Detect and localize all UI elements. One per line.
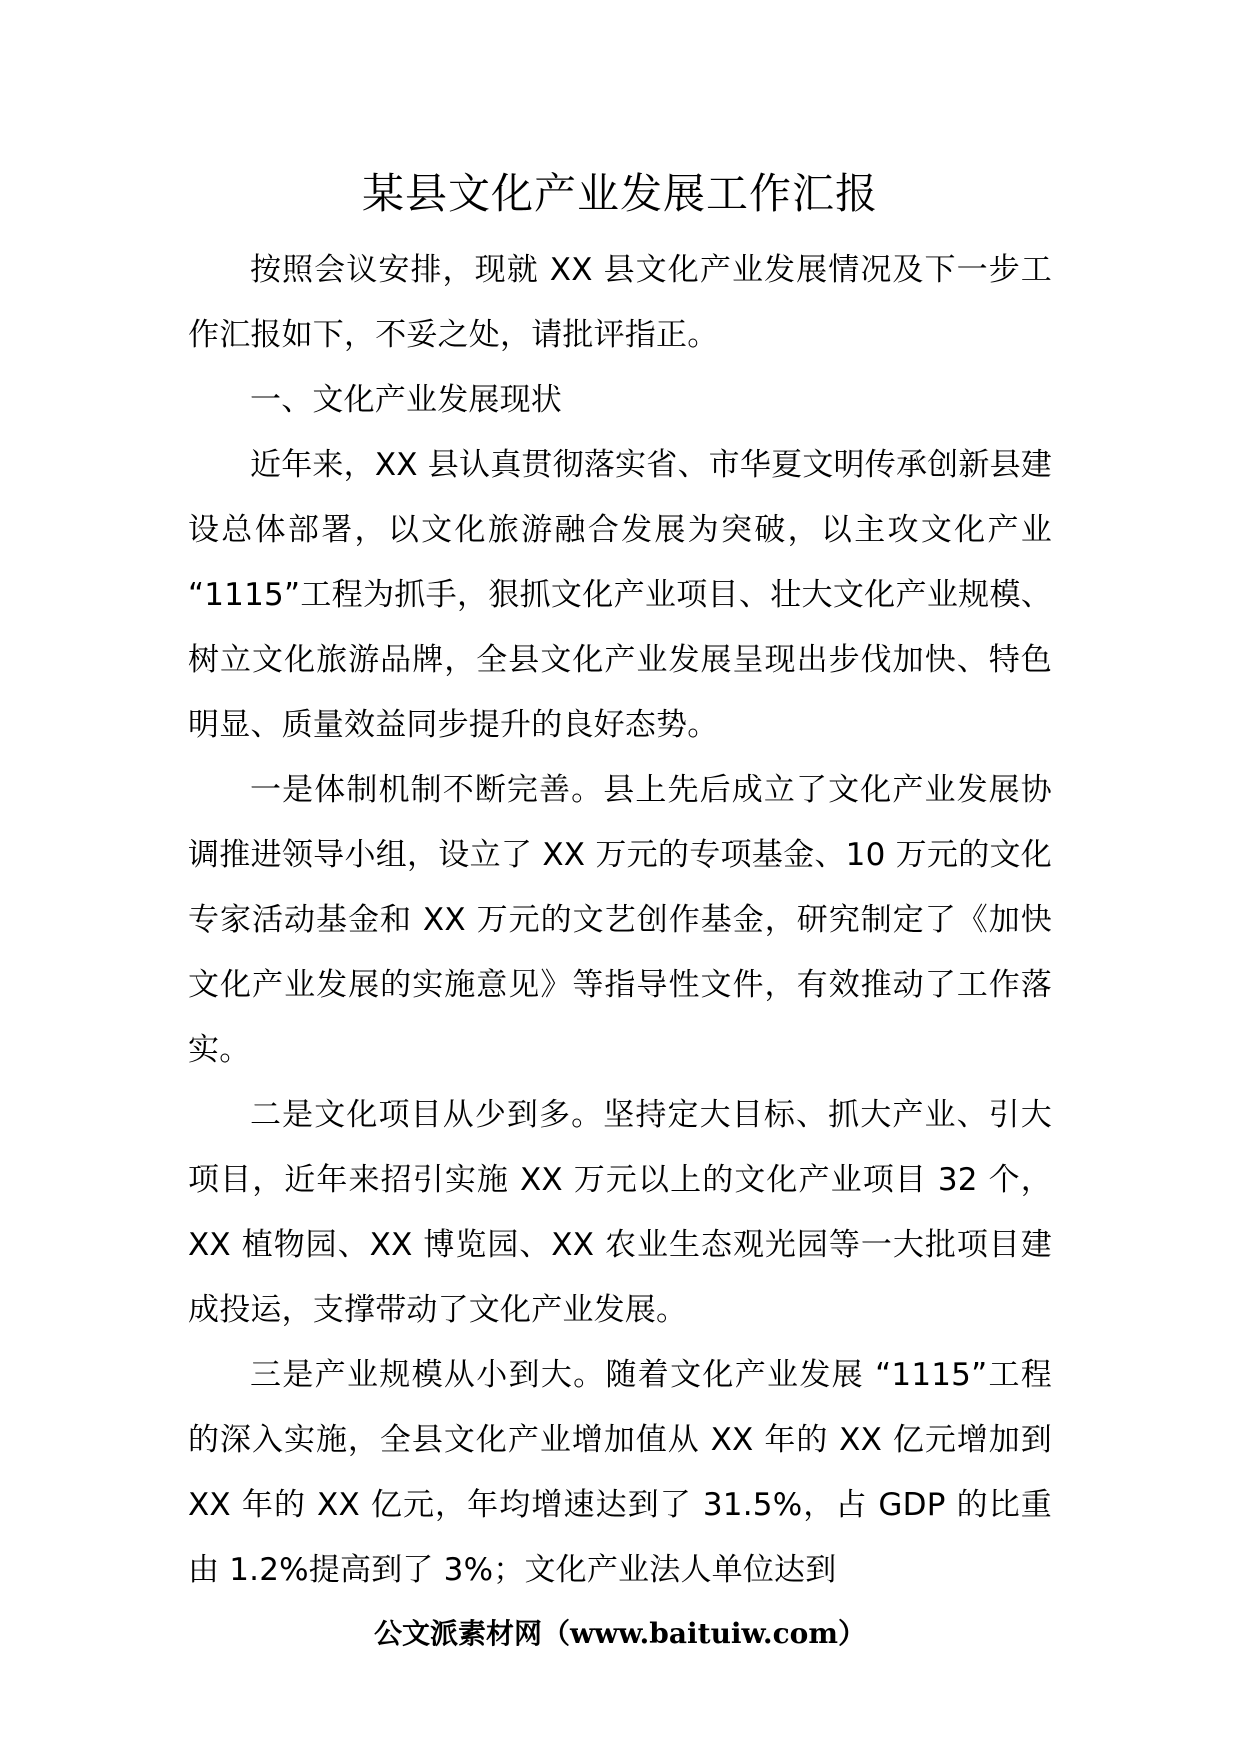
document-body bbox=[188, 238, 1052, 1603]
section-heading: 一、文化产业发展现状 bbox=[250, 382, 562, 418]
paragraph-intro: 按照会议安排，现就 XX 县文化产业发展情况及下一步工作汇报如下，不妥之处，请批评指正。 bbox=[188, 252, 1052, 353]
paragraph-point-two: 二是文化项目从少到多。坚持定大目标、抓大产业、引大项目，近年来招引实施 XX 万元以上的文化产业项目 32 个，XX 植物园、XX 博览园、XX 农业生态观光园等一大批项目建成投运，支撑带动了文化产业发展。 bbox=[188, 1097, 1052, 1328]
paragraph-point-one: 一是体制机制不断完善。县上先后成立了文化产业发展协调推进领导小组，设立了 XX 万元的专项基金、10 万元的文化专家活动基金和 XX 万元的文艺创作基金，研究制定了《加快文化产业发展的实施意见》等指导性文件，有效推动了工作落实。 bbox=[188, 772, 1052, 1068]
document-title: 某县文化产业发展工作汇报 bbox=[361, 169, 878, 218]
paragraph-point-three: 三是产业规模从小到大。随着文化产业发展 “1115”工程的深入实施，全县文化产业增加值从 XX 年的 XX 亿元增加到 XX 年的 XX 亿元，年均增速达到了 31.5%，占 GDP 的比重由 1.2%提高到了 3%；文化产业法人单位达到 bbox=[188, 1357, 1052, 1588]
watermark-footer: 公文派素材网（www.baituiw.com） bbox=[374, 1617, 866, 1650]
paragraph-overview: 近年来，XX 县认真贯彻落实省、市华夏文明传承创新县建设总体部署，以文化旅游融合发展为突破，以主攻文化产业 “1115”工程为抓手，狠抓文化产业项目、壮大文化产业规模、树立文化旅游品牌，全县文化产业发展呈现出步伐加快、特色明显、质量效益同步提升的良好态势。 bbox=[188, 447, 1052, 743]
